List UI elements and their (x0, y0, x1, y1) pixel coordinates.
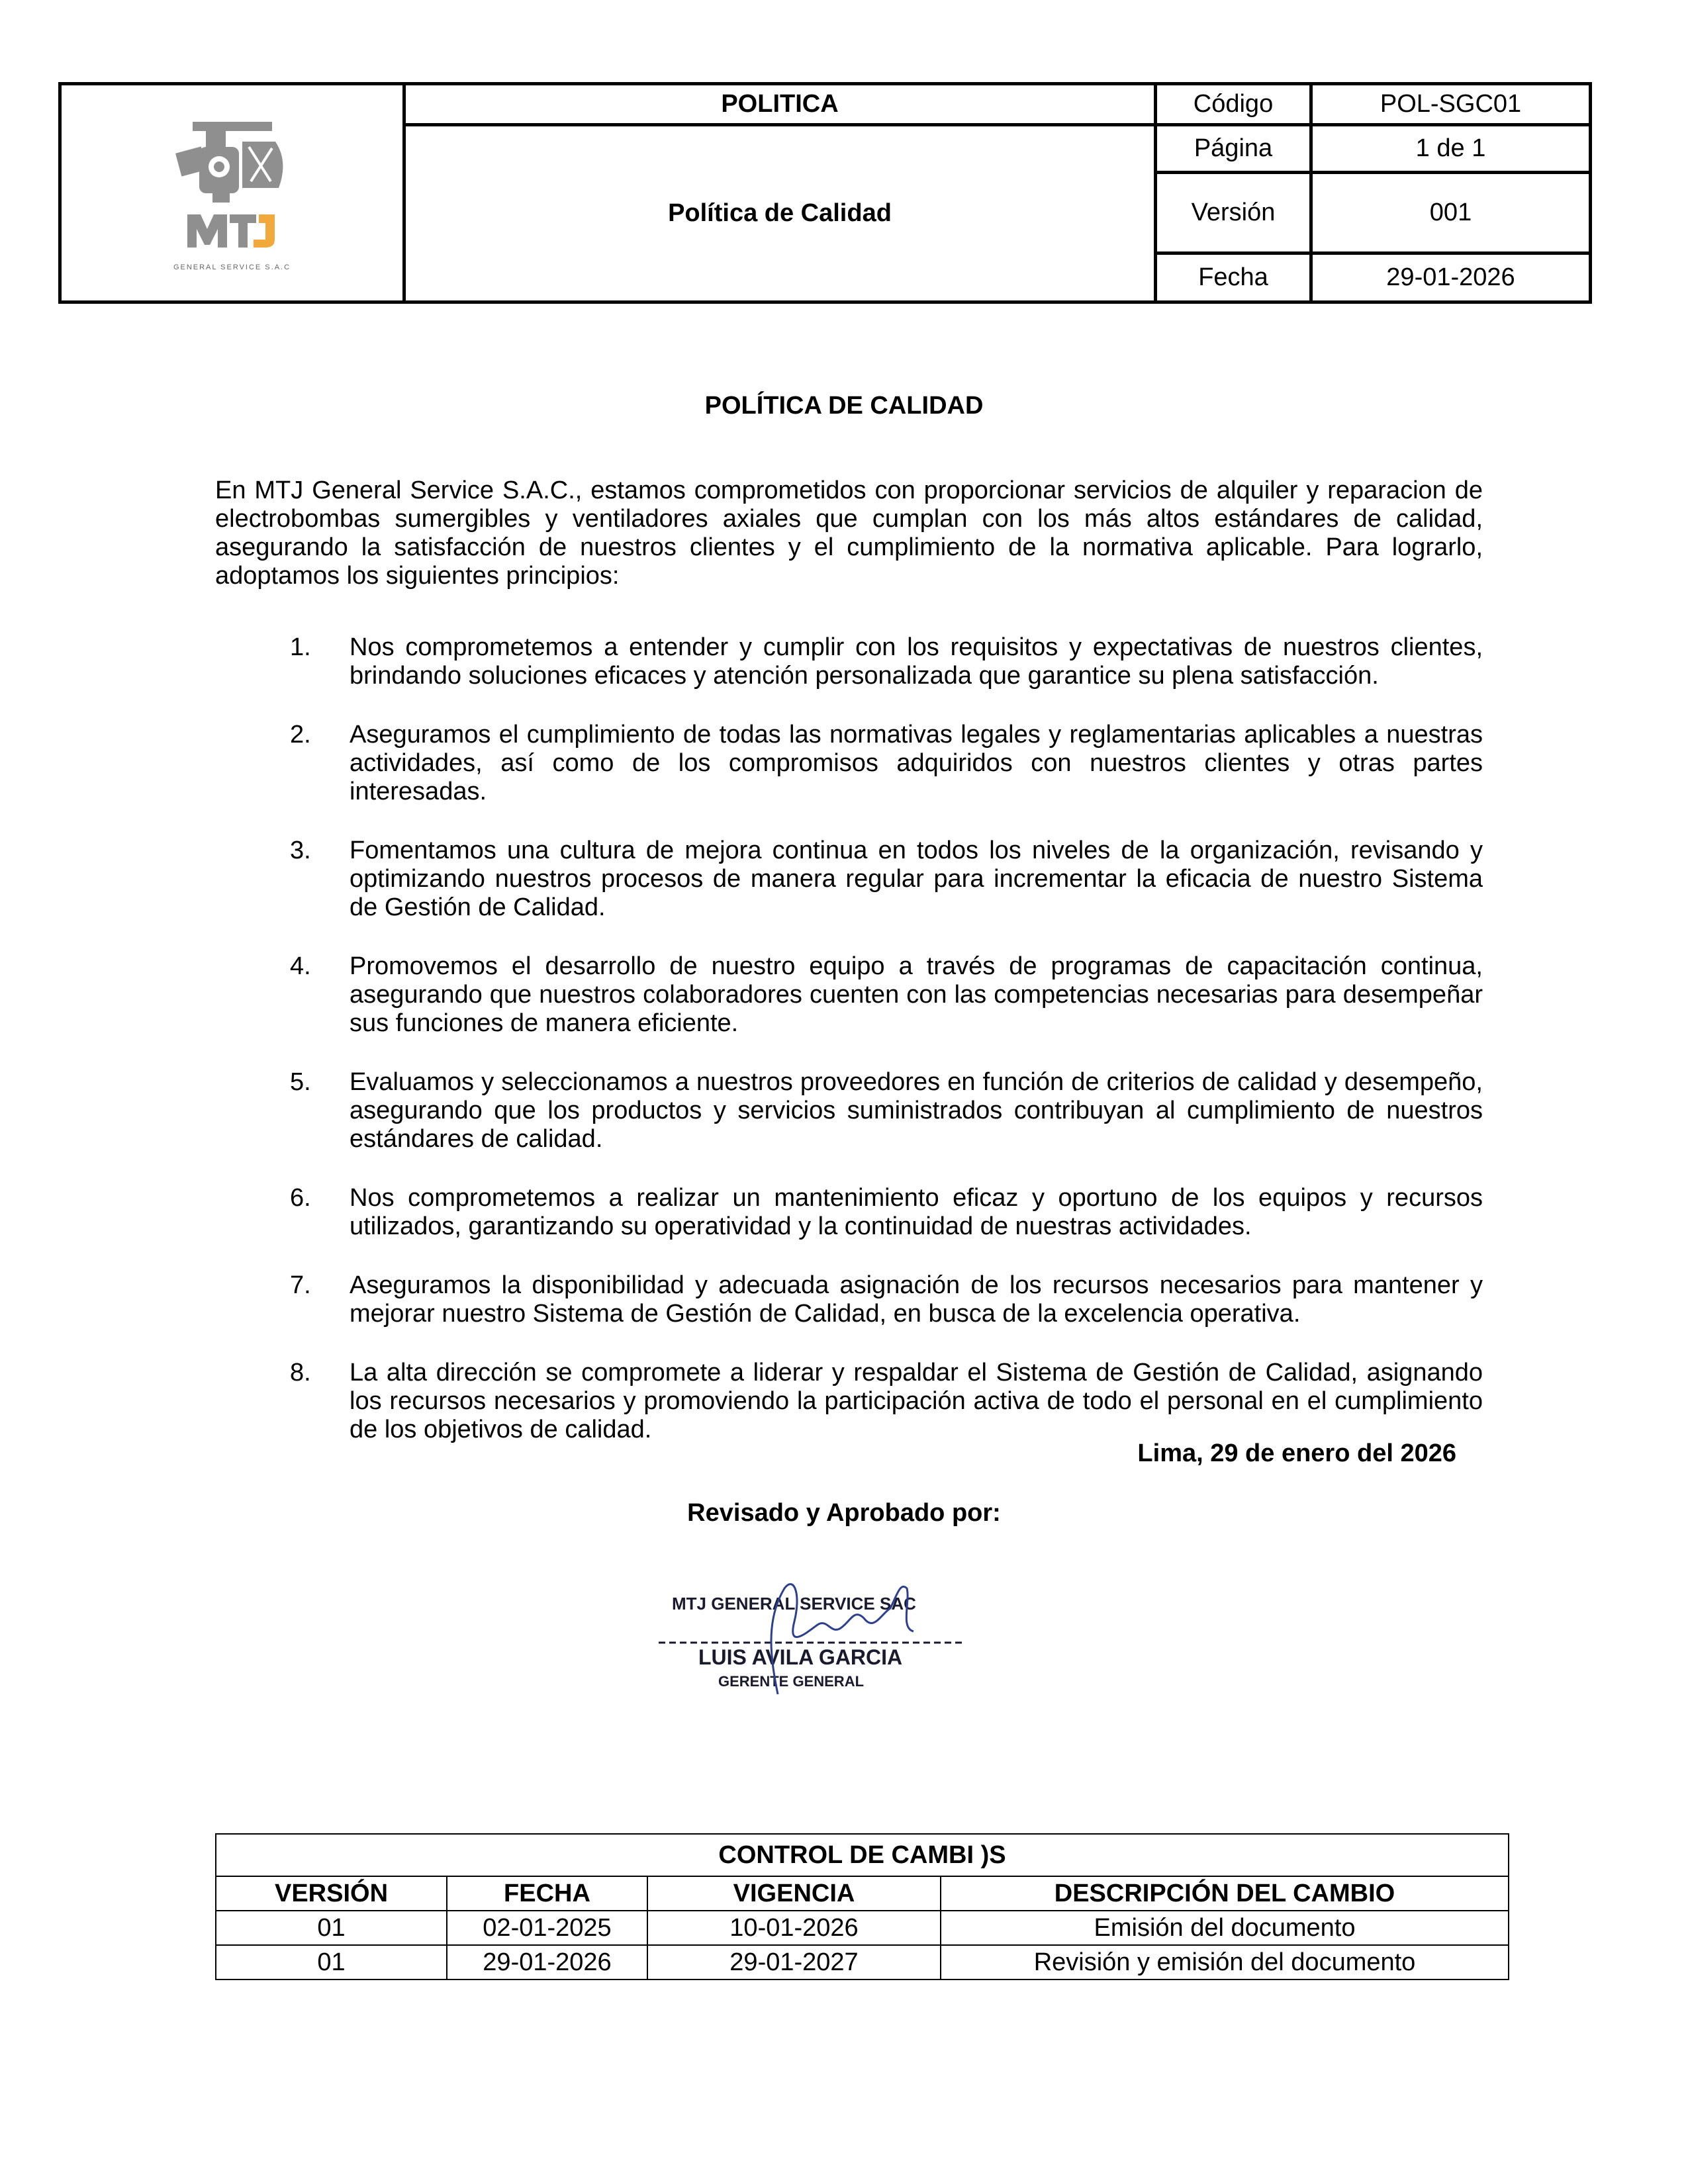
table-cell: Revisión y emisión del documento (941, 1945, 1509, 1979)
list-text: Nos comprometemos a realizar un mantenimiento eficaz y oportuno de los equipos y recursos utilizados, garantizando su operatividad y la continuidad de nuestras actividades. (350, 1184, 1483, 1240)
table-cell: Emisión del documento (941, 1911, 1509, 1945)
principles-list (215, 633, 1483, 1475)
list-text: Aseguramos el cumplimiento de todas las normativas legales y reglamentarias aplicables a nuestras actividades, así como de los compromisos adquiridos con nuestros clientes y otras partes interesadas. (350, 721, 1483, 805)
table-row (216, 1945, 1509, 1979)
list-number: 8. (290, 1359, 311, 1387)
table-cell: 01 (216, 1945, 447, 1979)
approved-by: Revisado y Aprobado por: (687, 1499, 1001, 1527)
intro-paragraph: En MTJ General Service S.A.C., estamos comprometidos con proporcionar servicios de alquiler y reparacion de electrobombas sumergibles y ventiladores axiales que cumplan con los más altos estándares de calidad, asegurando la satisfacción de nuestros clientes y el cumplimiento de la normativa aplicable. Para lograrlo, adoptamos los siguientes principios: (215, 477, 1483, 590)
company-logo (62, 115, 402, 271)
column-header: FECHA (447, 1876, 647, 1911)
list-text: Fomentamos una cultura de mejora continua en todos los niveles de la organización, revisando y optimizando nuestros procesos de manera regular para incrementar la eficacia de nuestro Sistema de Gestión de Calidad. (350, 837, 1483, 921)
list-item (215, 1359, 1483, 1444)
list-item (215, 1068, 1483, 1154)
table-cell: 02-01-2025 (447, 1911, 647, 1945)
change-control-table (215, 1833, 1509, 1980)
column-header: VIGENCIA (647, 1876, 941, 1911)
stamp-name: LUIS AVILA GARCIA (698, 1645, 903, 1669)
stamp-company: MTJ GENERAL SERVICE SAC (672, 1594, 916, 1614)
code-value: POL-SGC01 (1311, 84, 1591, 125)
signature-stamp (652, 1569, 983, 1701)
logo-graphic (166, 115, 299, 261)
table-row (216, 1911, 1509, 1945)
table-cell: 29-01-2026 (447, 1945, 647, 1979)
list-text: La alta dirección se compromete a liderar y respaldar el Sistema de Gestión de Calidad, asignando los recursos necesarios y promoviendo la participación activa de todo el personal en el cumplimiento de los objetivos de calidad. (350, 1359, 1483, 1443)
list-item (215, 952, 1483, 1038)
logo-cell (60, 84, 404, 302)
list-item (215, 1271, 1483, 1328)
table-cell: 29-01-2027 (647, 1945, 941, 1979)
list-number: 1. (290, 633, 311, 661)
page-value: 1 de 1 (1311, 125, 1591, 173)
date-label: Fecha (1156, 253, 1311, 302)
doc-title: Política de Calidad (404, 125, 1156, 302)
logo-caption: GENERAL SERVICE S.A.C (173, 263, 291, 271)
column-header: DESCRIPCIÓN DEL CAMBIO (941, 1876, 1509, 1911)
list-number: 3. (290, 837, 311, 864)
version-label: Versión (1156, 173, 1311, 253)
stamp-role: GERENTE GENERAL (718, 1673, 865, 1690)
list-text: Evaluamos y seleccionamos a nuestros proveedores en función de criterios de calidad y desempeño, asegurando que los productos y servicios suministrados contribuyan al cumplimiento de nuestros estándares de calidad. (350, 1068, 1483, 1153)
list-text: Aseguramos la disponibilidad y adecuada asignación de los recursos necesarios para mantener y mejorar nuestro Sistema de Gestión de Calidad, en busca de la excelencia operativa. (350, 1271, 1483, 1328)
version-value: 001 (1311, 173, 1591, 253)
list-item (215, 633, 1483, 690)
list-item (215, 721, 1483, 806)
list-item (215, 1184, 1483, 1241)
list-number: 2. (290, 721, 311, 749)
document-header (58, 82, 1592, 304)
code-label: Código (1156, 84, 1311, 125)
column-header: VERSIÓN (216, 1876, 447, 1911)
list-item (215, 837, 1483, 922)
date-value: 29-01-2026 (1311, 253, 1591, 302)
doc-type: POLITICA (404, 84, 1156, 125)
list-number: 7. (290, 1271, 311, 1299)
list-text: Nos comprometemos a entender y cumplir con los requisitos y expectativas de nuestros clientes, brindando soluciones eficaces y atención personalizada que garantice su plena satisfacción. (350, 633, 1483, 690)
table-cell: 10-01-2026 (647, 1911, 941, 1945)
table-header-row (216, 1876, 1509, 1911)
table-cell: 01 (216, 1911, 447, 1945)
page-label: Página (1156, 125, 1311, 173)
place-date: Lima, 29 de enero del 2026 (1137, 1439, 1456, 1467)
change-control-title: CONTROL DE CAMBI )S (216, 1834, 1509, 1876)
policy-title: POLÍTICA DE CALIDAD (704, 392, 984, 420)
list-number: 6. (290, 1184, 311, 1212)
list-number: 5. (290, 1068, 311, 1096)
list-text: Promovemos el desarrollo de nuestro equipo a través de programas de capacitación continua, asegurando que nuestros colaboradores cuenten con las competencias necesarias para desempeñar sus funciones de manera eficiente. (350, 952, 1483, 1037)
list-number: 4. (290, 952, 311, 980)
